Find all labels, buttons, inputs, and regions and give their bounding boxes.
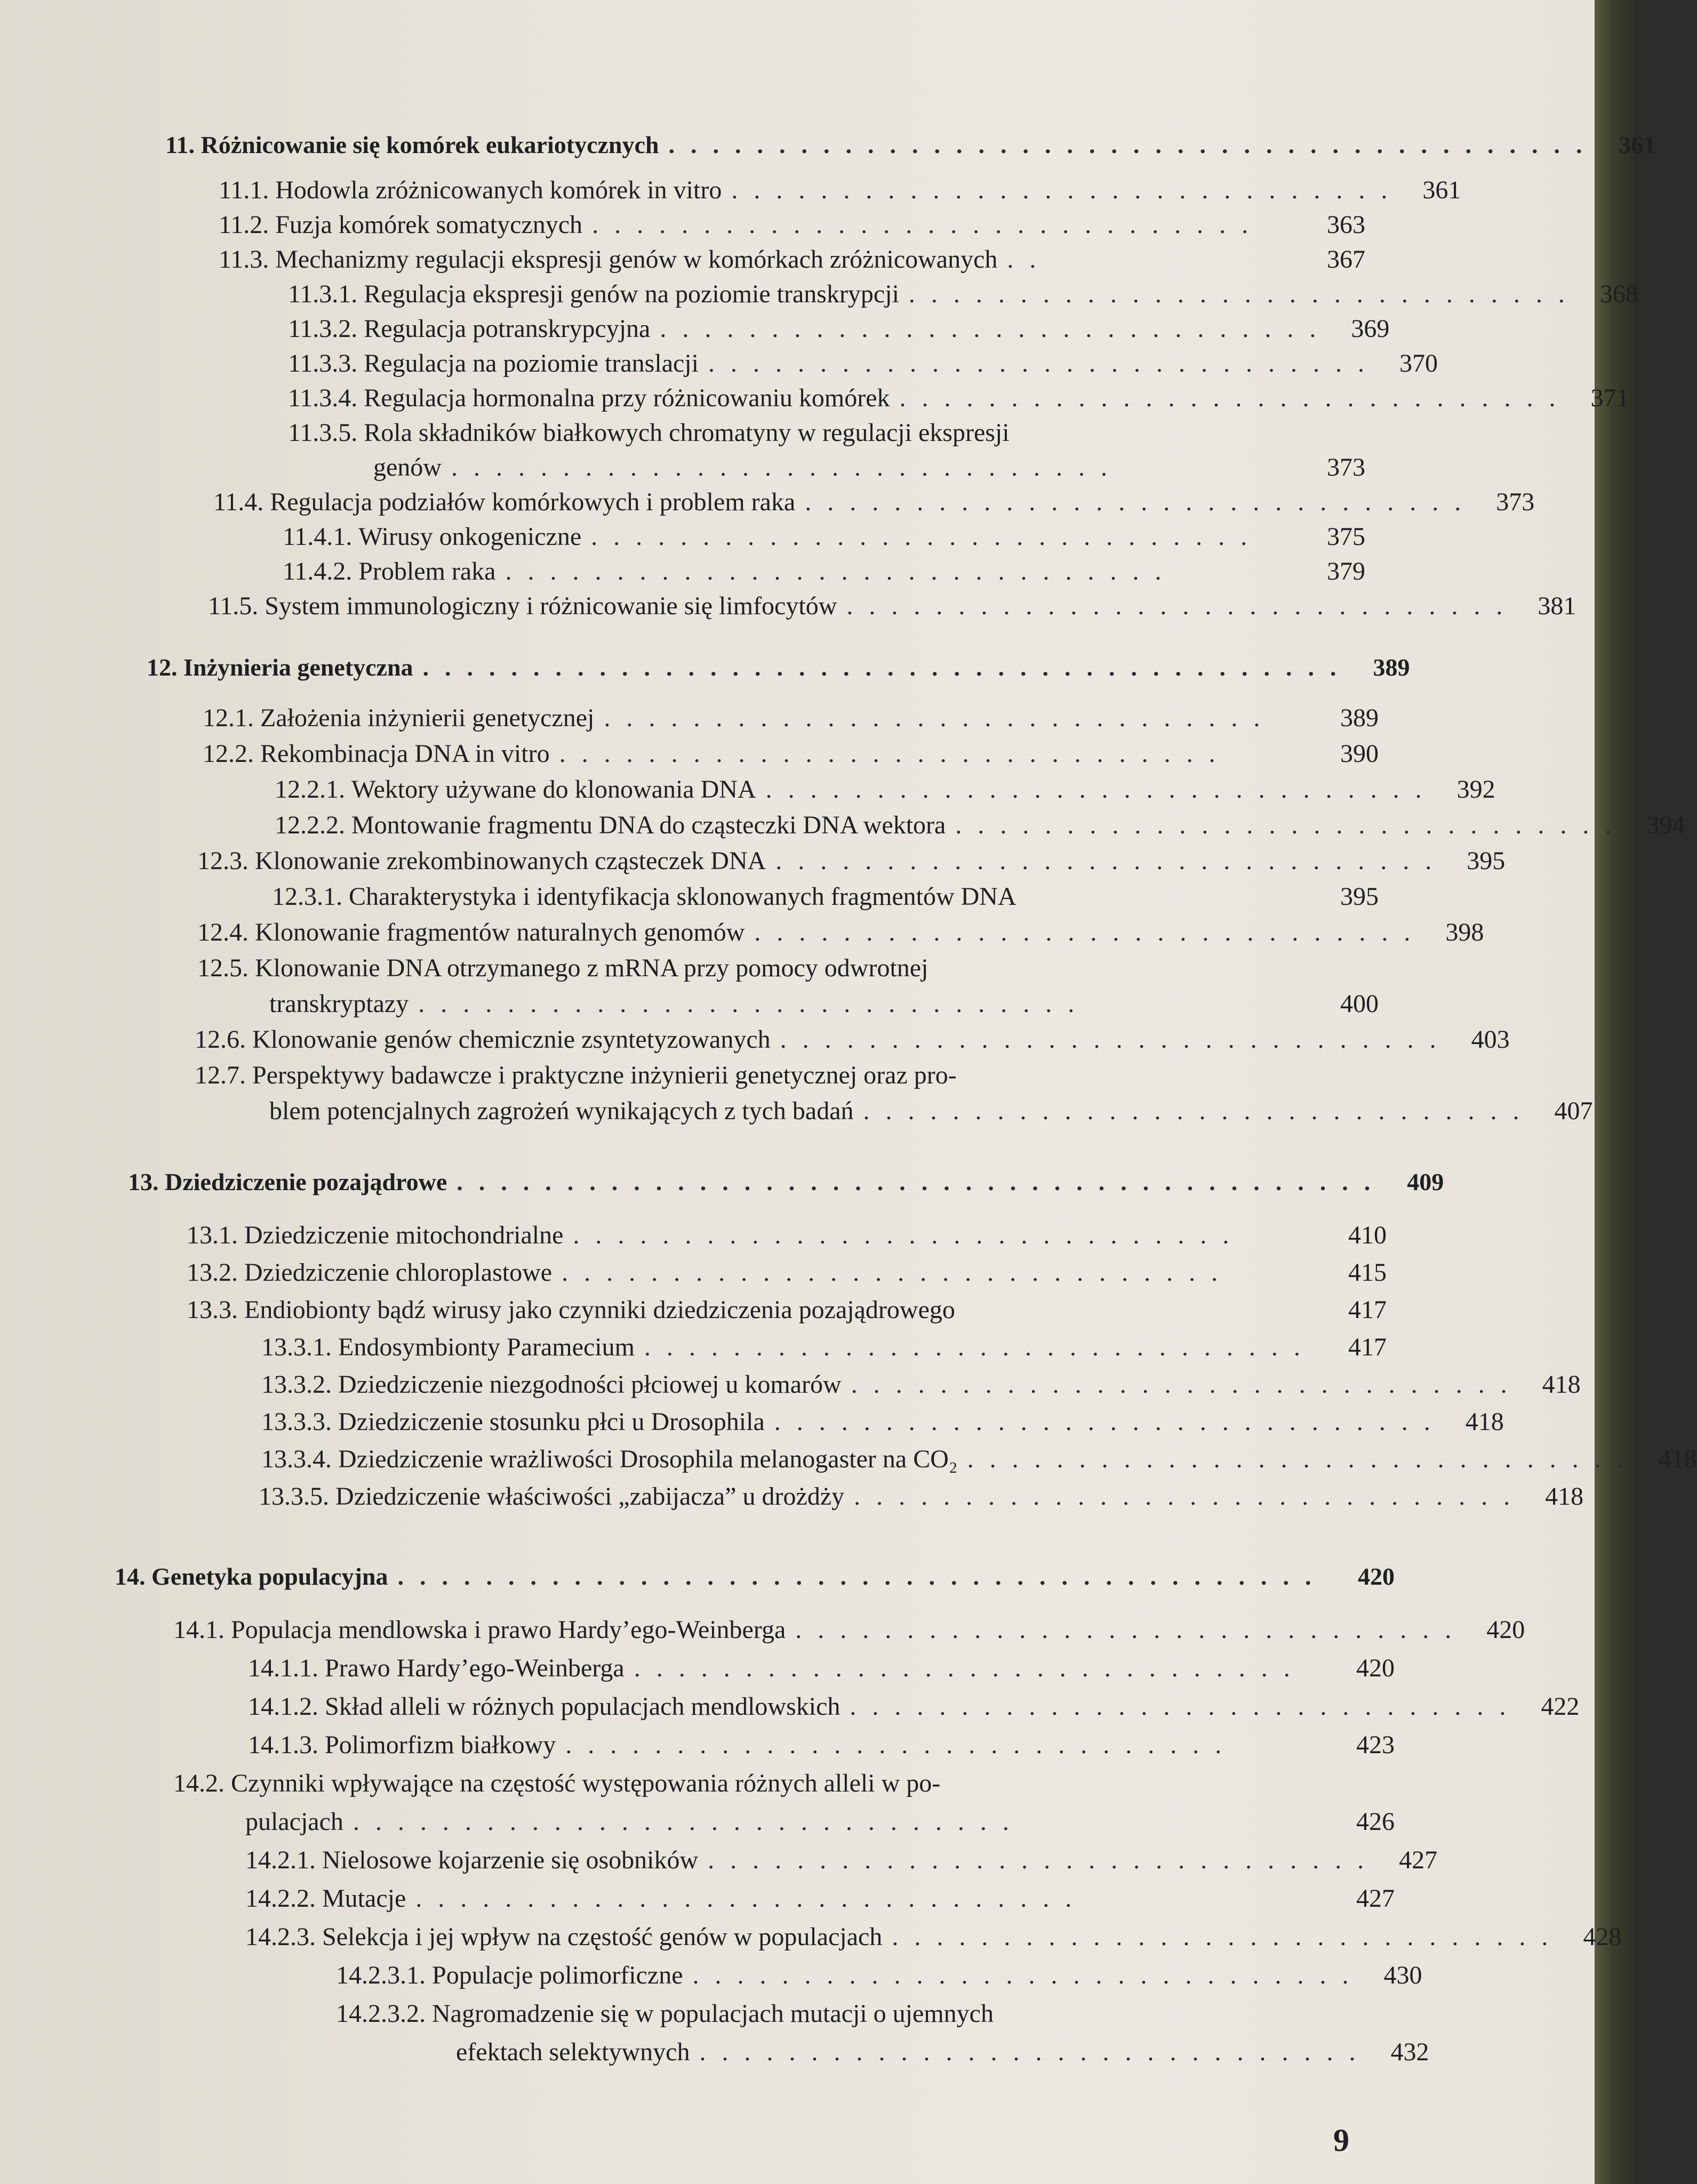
- page-number: 9: [1333, 2123, 1349, 2158]
- entry-title: Klonowanie DNA otrzymanego z mRNA przy pomocy odwrotnej: [255, 954, 928, 982]
- toc-entry: [288, 381, 1629, 415]
- leader-dots: ..............................: [892, 1923, 1564, 1951]
- entry-number: 13.3.1.: [261, 1333, 332, 1361]
- entry-number: 11.4.1.: [283, 523, 353, 551]
- entry-title: Klonowanie fragmentów naturalnych genomów: [255, 918, 745, 946]
- toc-entry: [213, 485, 1535, 519]
- leader-dots: ..............................: [565, 1731, 1238, 1759]
- entry-number: 13.3.5.: [259, 1482, 329, 1511]
- entry-title: efektach selektywnych: [456, 2038, 690, 2066]
- entry-number: 12.7.: [195, 1061, 246, 1089]
- page-ref: 367: [1327, 245, 1365, 274]
- entry-title: Dziedziczenie właściwości „zabijacza” u drożdży: [335, 1482, 845, 1511]
- entry-number: 11.2.: [219, 211, 269, 239]
- page-ref: 418: [1658, 1445, 1697, 1473]
- page-ref: 390: [1340, 740, 1379, 768]
- leader-dots: ..............................: [854, 1482, 1526, 1511]
- page-edge-background: [1595, 0, 1638, 2184]
- chapter-heading: [165, 128, 1656, 162]
- toc-entry: [261, 1442, 1697, 1476]
- entry-title: Regulacja potranskrypcyjna: [364, 315, 651, 343]
- page-ref: 373: [1496, 488, 1535, 516]
- page-ref: 420: [1486, 1616, 1525, 1644]
- leader-dots: ..............................: [774, 1408, 1446, 1436]
- toc-entry: [288, 312, 1390, 346]
- chapter-number: 11.: [165, 131, 195, 158]
- leader-dots: ..............................: [731, 176, 1404, 204]
- entry-title: Regulacja ekspresji genów na poziomie transkrypcji: [364, 280, 899, 308]
- entry-title: System immunologiczny i różnicowanie się limfocytów: [265, 592, 837, 620]
- chapter-heading: [115, 1560, 1395, 1594]
- chapter-title: Genetyka populacyjna: [151, 1563, 388, 1590]
- entry-number: 12.4.: [197, 918, 249, 946]
- leader-dots: ..............................: [851, 1370, 1523, 1399]
- entry-number: 14.2.3.: [245, 1923, 316, 1951]
- page-ref: 427: [1356, 1884, 1395, 1913]
- entry-title: Mechanizmy regulacji ekspresji genów w komórkach zróżnicowanych: [275, 245, 998, 274]
- entry-number: 11.1.: [219, 176, 269, 204]
- toc-entry: [336, 1958, 1422, 1993]
- entry-number: 12.2.: [203, 740, 254, 768]
- entry-title: Dziedziczenie chloroplastowe: [244, 1258, 553, 1287]
- entry-number: 13.1.: [187, 1221, 238, 1249]
- leader-dots: ..............................: [634, 1654, 1306, 1682]
- page-ref: 428: [1583, 1923, 1622, 1951]
- entry-title: Nielosowe kojarzenie się osobników: [322, 1846, 699, 1874]
- entry-title: Polimorfizm białkowy: [325, 1731, 556, 1759]
- chapter-number: 12.: [147, 654, 178, 681]
- page-ref: 400: [1340, 990, 1379, 1018]
- page-ref: 392: [1456, 775, 1495, 804]
- entry-title: transkryptazy: [269, 990, 409, 1018]
- page-ref: 369: [1351, 315, 1390, 343]
- entry-title: Rola składników białkowych chromatyny w regulacji ekspresji: [364, 419, 1010, 447]
- leader-dots: ..............................: [765, 775, 1438, 804]
- toc-entry: [288, 277, 1638, 311]
- toc-entry: [245, 1920, 1622, 1954]
- entry-title: Fuzja komórek somatycznych: [275, 211, 583, 239]
- page-ref: 394: [1646, 811, 1685, 839]
- entry-title: Klonowanie genów chemicznie zsyntetyzowanych: [252, 1025, 771, 1054]
- page-ref: 420: [1358, 1563, 1395, 1590]
- toc-entry: [248, 1690, 1580, 1724]
- page-ref: 373: [1327, 453, 1365, 481]
- leader-dots: ..............................: [415, 1884, 1088, 1913]
- toc-entry: [173, 1613, 1525, 1647]
- leader-dots: ..............................: [908, 280, 1581, 308]
- leader-dots: ..............................: [708, 349, 1380, 378]
- leader-dots: ..............................: [692, 1961, 1365, 1989]
- page-ref: 432: [1390, 2038, 1429, 2066]
- page-ref: 389: [1373, 654, 1410, 681]
- toc-entry: [245, 1843, 1438, 1877]
- toc-entry: [275, 773, 1495, 807]
- toc-entry: [288, 416, 1365, 450]
- entry-title: Założenia inżynierii genetycznej: [260, 704, 595, 732]
- leader-dots: ..............................: [592, 211, 1264, 239]
- page-ref: 395: [1340, 882, 1379, 911]
- chapter-heading: [128, 1165, 1444, 1199]
- entry-title: Populacja mendlowska i prawo Hardy’ego-Weinberga: [231, 1616, 786, 1644]
- toc-entry-continuation: [269, 987, 1379, 1021]
- toc-entry-continuation: [456, 2035, 1429, 2069]
- toc-entry: [283, 555, 1365, 589]
- entry-title: Nagromadzenie się w populacjach mutacji o ujemnych: [432, 2000, 994, 2028]
- leader-dots: ..............................: [863, 1097, 1535, 1125]
- entry-number: 14.2.3.2.: [336, 2000, 426, 2028]
- entry-title: Klonowanie zrekombinowanych cząsteczek DNA: [255, 847, 766, 875]
- leader-dots: ..............................: [955, 811, 1628, 839]
- leader-dots: ..............................: [591, 523, 1263, 551]
- leader-dots: ..............................: [699, 2038, 1372, 2066]
- toc-entry: [208, 589, 1576, 623]
- page-ref: 426: [1356, 1808, 1395, 1836]
- leader-dots: ..............................: [660, 315, 1332, 343]
- page-ref: 415: [1348, 1258, 1387, 1287]
- leader-dots: ..............................: [805, 488, 1477, 516]
- entry-title: Endiobionty bądź wirusy jako czynniki dziedziczenia pozajądrowego: [244, 1296, 955, 1324]
- entry-title: pulacjach: [245, 1808, 343, 1836]
- leader-dots: ..............................: [644, 1333, 1316, 1361]
- toc-entry: [219, 243, 1365, 277]
- leader-dots: ..............................: [775, 847, 1448, 875]
- toc-entry: [203, 737, 1379, 771]
- page-ref: 381: [1538, 592, 1576, 620]
- entry-number: 14.2.1.: [245, 1846, 316, 1874]
- leader-dots: ..........................................: [668, 131, 1598, 158]
- page-ref: 418: [1545, 1482, 1584, 1511]
- entry-number: 11.4.2.: [283, 557, 353, 585]
- entry-title: Perspektywy badawcze i praktyczne inżynierii genetycznej oraz pro-: [252, 1061, 957, 1089]
- entry-number: 14.1.: [173, 1616, 225, 1644]
- entry-title: Regulacja podziałów komórkowych i problem raka: [270, 488, 796, 516]
- entry-title: genów: [373, 453, 442, 481]
- entry-title: Dziedziczenie mitochondrialne: [244, 1221, 564, 1249]
- leader-dots: ..............................: [505, 557, 1178, 585]
- page-ref: 410: [1348, 1221, 1387, 1249]
- page-ref: 371: [1590, 384, 1629, 412]
- leader-dots: ..............................: [573, 1221, 1245, 1249]
- toc-entry: [197, 951, 1379, 985]
- page-ref: 370: [1399, 349, 1438, 378]
- page-ref: 368: [1599, 280, 1638, 308]
- toc-entry: [195, 1058, 1379, 1093]
- page-ref: 375: [1327, 523, 1365, 551]
- entry-number: 13.3.: [187, 1296, 238, 1324]
- entry-title: Endosymbionty Paramecium: [338, 1333, 635, 1361]
- entry-title: Dziedziczenie stosunku płci u Drosophila: [338, 1408, 765, 1436]
- toc-entry: [248, 1651, 1395, 1685]
- leader-dots: ..............................: [562, 1258, 1234, 1287]
- entry-number: 13.3.4.: [261, 1445, 332, 1473]
- chapter-title: Dziedziczenie pozajądrowe: [165, 1168, 447, 1195]
- leader-dots: ..............................: [708, 1846, 1380, 1874]
- toc-entry: [197, 916, 1484, 950]
- toc-entry: [261, 1330, 1387, 1364]
- page-ref: 379: [1327, 557, 1365, 585]
- entry-title: Problem raka: [358, 557, 496, 585]
- toc-entry: [173, 1767, 1395, 1801]
- leader-dots: ..............................: [418, 990, 1091, 1018]
- entry-title: Rekombinacja DNA in vitro: [260, 740, 550, 768]
- leader-dots: ..............................: [451, 453, 1123, 481]
- page-ref: 403: [1471, 1025, 1510, 1054]
- entry-title: Czynniki wpływające na częstość występowania różnych alleli w po-: [231, 1769, 941, 1797]
- leader-dots: ..........................................: [397, 1563, 1327, 1590]
- leader-dots: ..............................: [604, 704, 1276, 732]
- toc-entry: [245, 1882, 1395, 1916]
- chapter-heading: [147, 651, 1410, 685]
- entry-number: 11.5.: [208, 592, 259, 620]
- page-ref: 430: [1383, 1961, 1422, 1989]
- entry-title: Mutacje: [322, 1884, 406, 1913]
- leader-dots: ..............................: [967, 1445, 1639, 1473]
- entry-number: 12.5.: [197, 954, 249, 982]
- toc-entry-continuation: [245, 1805, 1395, 1839]
- leader-dots: ..............................: [353, 1808, 1025, 1836]
- page-ref: 418: [1542, 1370, 1581, 1399]
- entry-number: 14.1.1.: [248, 1654, 318, 1682]
- entry-title: Dziedziczenie niezgodności płciowej u komarów: [338, 1370, 842, 1399]
- entry-title: Wirusy onkogeniczne: [358, 523, 582, 551]
- leader-dots: ..: [1007, 245, 1052, 274]
- leader-dots: ..............................: [559, 740, 1231, 768]
- leader-dots: ..............................: [754, 918, 1427, 946]
- chapter-title: Inżynieria genetyczna: [183, 654, 413, 681]
- toc-entry: [203, 701, 1379, 735]
- entry-number: 11.4.: [213, 488, 264, 516]
- page-ref: 417: [1348, 1333, 1387, 1361]
- leader-dots: ..............................: [899, 384, 1572, 412]
- entry-number: 13.2.: [187, 1258, 238, 1287]
- entry-number: 12.1.: [203, 704, 254, 732]
- toc-entry: [261, 1368, 1581, 1402]
- toc-entry: [187, 1293, 1387, 1327]
- leader-dots: ..........................................: [422, 654, 1352, 681]
- entry-title: Montowanie fragmentu DNA do cząsteczki DNA wektora: [351, 811, 946, 839]
- entry-title: Regulacja hormonalna przy różnicowaniu komórek: [364, 384, 890, 412]
- page-ref: 409: [1407, 1168, 1444, 1195]
- entry-number: 11.3.2.: [288, 315, 358, 343]
- entry-number: 11.3.5.: [288, 419, 358, 447]
- toc-entry: [288, 347, 1438, 381]
- toc-entry: [275, 808, 1685, 842]
- entry-number: 12.2.2.: [275, 811, 345, 839]
- entry-number: 12.3.: [197, 847, 249, 875]
- page-ref: 398: [1445, 918, 1484, 946]
- leader-dots: ..........................................: [457, 1168, 1387, 1195]
- entry-title: Skład alleli w różnych populacjach mendlowskich: [325, 1692, 841, 1721]
- leader-dots: ..............................: [846, 592, 1519, 620]
- entry-title: blem potencjalnych zagrożeń wynikających z tych badań: [269, 1097, 854, 1125]
- chapter-number: 13.: [128, 1168, 159, 1195]
- toc-entry: [219, 208, 1365, 242]
- page-ref: 417: [1348, 1296, 1387, 1324]
- toc-entry: [197, 844, 1506, 878]
- entry-number: 12.2.1.: [275, 775, 345, 804]
- toc-entry: [187, 1218, 1387, 1252]
- entry-number: 12.6.: [195, 1025, 246, 1054]
- entry-title: Wektory używane do klonowania DNA: [351, 775, 756, 804]
- entry-title: Selekcja i jej wpływ na częstość genów w populacjach: [322, 1923, 883, 1951]
- toc-entry: [187, 1256, 1387, 1290]
- toc-entry: [259, 1480, 1584, 1514]
- chapter-number: 14.: [115, 1563, 146, 1590]
- page-ref: 423: [1356, 1731, 1395, 1759]
- entry-title: Hodowla zróżnicowanych komórek in vitro: [275, 176, 722, 204]
- chapter-title: Różnicowanie się komórek eukariotycznych: [201, 131, 659, 158]
- leader-dots: ..............................: [850, 1692, 1522, 1721]
- entry-number: 14.2.2.: [245, 1884, 316, 1913]
- entry-title: Prawo Hardy’ego-Weinberga: [325, 1654, 625, 1682]
- toc-entry: [272, 880, 1379, 914]
- toc-entry: [283, 520, 1365, 554]
- page-ref: 361: [1619, 131, 1656, 158]
- entry-number: 11.3.: [219, 245, 269, 274]
- entry-title: Populacje polimorficzne: [432, 1961, 683, 1989]
- page-ref: 422: [1541, 1692, 1580, 1721]
- toc-entry-continuation: [373, 451, 1365, 485]
- toc-entry: [248, 1728, 1395, 1762]
- entry-number: 13.3.3.: [261, 1408, 332, 1436]
- leader-dots: ..............................: [795, 1616, 1468, 1644]
- entry-number: 14.1.3.: [248, 1731, 318, 1759]
- toc-entry-continuation: [269, 1094, 1593, 1128]
- entry-title: Regulacja na poziomie translacji: [364, 349, 699, 378]
- toc-entry: [261, 1405, 1504, 1439]
- toc-entry: [219, 173, 1461, 207]
- entry-title: Charakterystyka i identyfikacja sklonowanych fragmentów DNA: [349, 882, 1016, 911]
- entry-number: 14.2.: [173, 1769, 225, 1797]
- page-ref: 395: [1467, 847, 1506, 875]
- entry-number: 14.2.3.1.: [336, 1961, 426, 1989]
- page-ref: 420: [1356, 1654, 1395, 1682]
- page-ref: 418: [1465, 1408, 1504, 1436]
- entry-number: 14.1.2.: [248, 1692, 318, 1721]
- toc-entry: [336, 1997, 1395, 2031]
- page-ref: 389: [1340, 704, 1379, 732]
- entry-title: Dziedziczenie wrażliwości Drosophila melanogaster na CO₂: [338, 1445, 958, 1473]
- leader-dots: ..............................: [780, 1025, 1452, 1054]
- page-ref: 361: [1422, 176, 1461, 204]
- entry-number: 11.3.3.: [288, 349, 358, 378]
- toc-entry: [195, 1023, 1510, 1057]
- page-ref: 407: [1554, 1097, 1593, 1125]
- page-ref: 427: [1399, 1846, 1438, 1874]
- entry-number: 12.3.1.: [272, 882, 342, 911]
- entry-number: 11.3.1.: [288, 280, 358, 308]
- entry-number: 13.3.2.: [261, 1370, 332, 1399]
- page-ref: 363: [1327, 211, 1365, 239]
- entry-number: 11.3.4.: [288, 384, 358, 412]
